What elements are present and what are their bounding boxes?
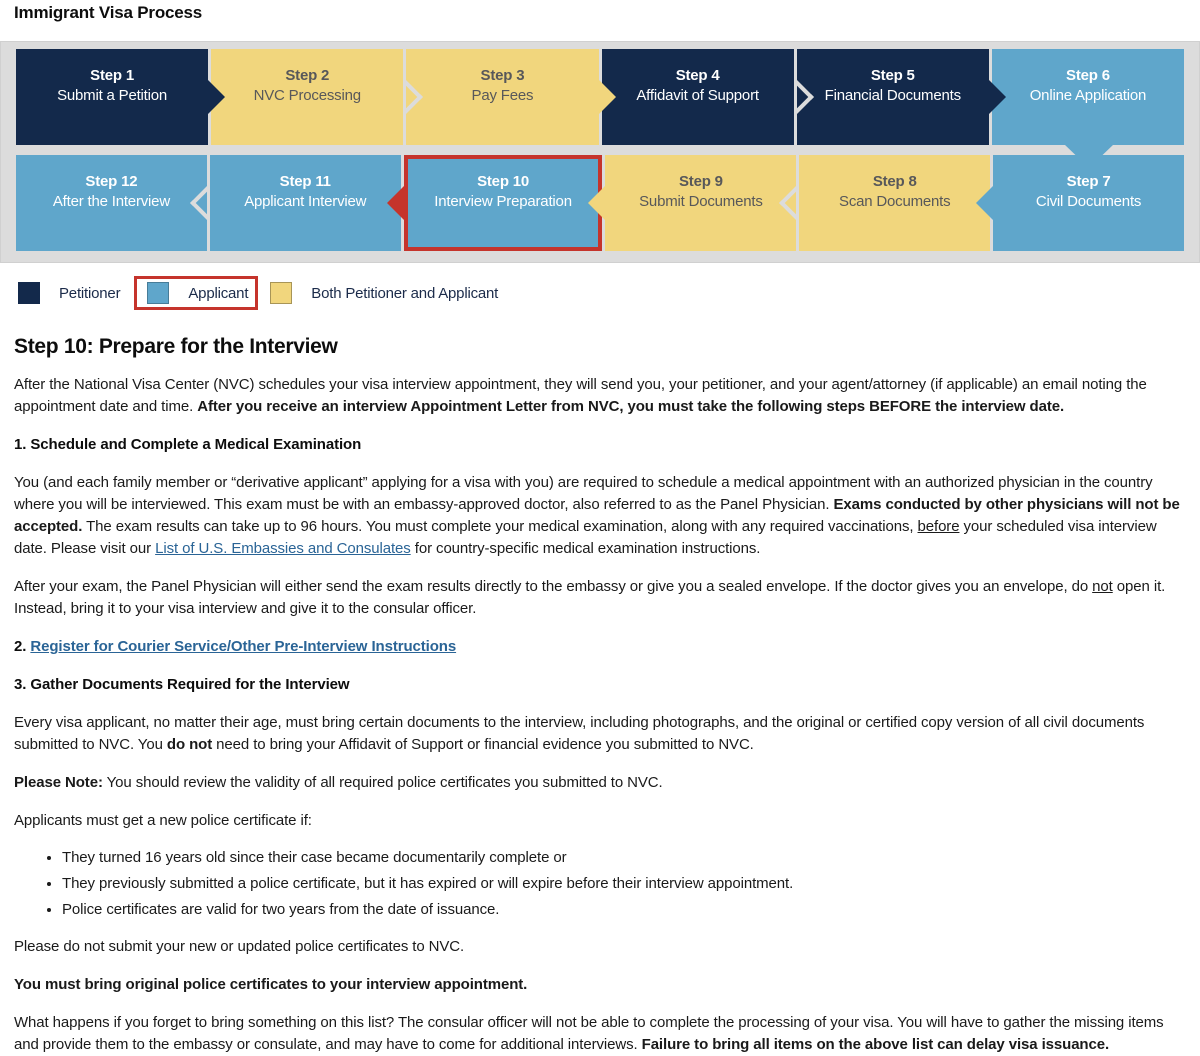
step-label: Pay Fees (471, 87, 534, 104)
step-number: Step 12 (85, 173, 138, 190)
legend (18, 276, 1186, 310)
legend-swatch-petitioner (18, 282, 40, 304)
bullet-item: • Police certificates are valid for two years from the date of issuance. (62, 899, 1186, 920)
text-segment: The exam results can take up to 96 hours. You must complete your medical examination, along with any required vaccinations, (82, 518, 918, 535)
step-label: Submit a Petition (57, 87, 168, 104)
paragraph-documents (14, 712, 1186, 756)
step-label: Scan Documents (839, 193, 951, 210)
step-number: Step 8 (872, 173, 917, 190)
legend-swatch-both (270, 282, 292, 304)
step-number: Step 7 (1066, 173, 1111, 190)
text-segment: What happens if you forget to bring something on this list? The consular officer will not be able to complete the processing of your visa. You will have to gather the missing items and provide them to the embassy or consulate, and may have to come for additional interviews. (14, 1014, 1164, 1053)
diagram-step-12[interactable] (16, 155, 207, 251)
text-segment: open it. Instead, bring it to your visa interview and give it to the consular officer. (14, 578, 1166, 617)
text-segment: 2. (14, 638, 31, 655)
step-number: Step 11 (279, 173, 331, 190)
diagram-step-11[interactable] (210, 155, 401, 251)
diagram-step-3[interactable] (406, 49, 598, 145)
legend-label-both: Both Petitioner and Applicant (311, 284, 499, 302)
paragraph-medical-1 (14, 472, 1186, 560)
page-title: Immigrant Visa Process (14, 3, 203, 22)
arrow-right-icon (989, 80, 1006, 114)
heading-medical-exam: 1. Schedule and Complete a Medical Examination (14, 436, 362, 453)
inline-link[interactable]: List of U.S. Embassies and Consulates (155, 540, 411, 557)
step-label: Affidavit of Support (636, 87, 759, 104)
police-certificate-list (14, 847, 1186, 920)
step-number: Step 9 (678, 173, 723, 190)
text-segment: for country-specific medical examination instructions. (410, 540, 761, 557)
step-label: Financial Documents (824, 87, 961, 104)
text-segment: After you receive an interview Appointment Letter from NVC, you must take the following steps BEFORE the interview date. (197, 398, 1065, 415)
arrow-down-icon (1064, 144, 1114, 168)
text-segment: Failure to bring all items on the above list can delay visa issuance. (641, 1036, 1110, 1053)
step-number: Step 6 (1066, 67, 1110, 84)
step-number: Step 2 (285, 67, 330, 84)
step-label: Interview Preparation (434, 193, 572, 210)
heading-gather-documents: 3. Gather Documents Required for the Interview (14, 676, 350, 693)
step-label: Applicant Interview (244, 193, 367, 210)
legend-swatch-applicant (147, 282, 169, 304)
paragraph-do-not-submit: Please do not submit your new or updated police certificates to NVC. (14, 938, 465, 955)
text-segment: not (1092, 578, 1113, 595)
text-segment: You (and each family member or “derivative applicant” applying for a visa with you) are required to schedule a medical appointment with an authorized physician in the country where you will be interviewed. This exam must be with an embassy-approved doctor, also referred to as the Panel Physician. (14, 474, 1153, 513)
diagram-step-7[interactable] (993, 155, 1184, 251)
legend-label-applicant: Applicant (188, 284, 249, 302)
heading-courier-link (14, 636, 1186, 658)
diagram-step-1[interactable] (16, 49, 208, 145)
section-title-step-10: Step 10: Prepare for the Interview (14, 335, 338, 358)
diagram-row-bottom (16, 155, 1184, 251)
step-number: Step 1 (90, 67, 134, 84)
step-label: Online Application (1029, 87, 1147, 104)
diagram-step-4[interactable] (602, 49, 794, 145)
paragraph-please-note (14, 772, 1186, 794)
step-label: Civil Documents (1035, 193, 1142, 210)
paragraph-new-certificate: Applicants must get a new police certificate if: (14, 812, 312, 829)
step-label: After the Interview (52, 193, 170, 210)
arrow-left-icon (387, 186, 404, 220)
text-segment: You should review the validity of all required police certificates you submitted to NVC. (102, 774, 663, 791)
inline-link[interactable]: Register for Courier Service/Other Pre-Interview Instructions (30, 638, 457, 655)
text-segment: Every visa applicant, no matter their age, must bring certain documents to the interview, including photographs, and the original or certified copy version of all civil documents submitted to NVC. You (14, 714, 1145, 753)
step-number: Step 3 (480, 67, 525, 84)
article-content (0, 336, 1200, 1056)
bullet-item: • They previously submitted a police certificate, but it has expired or will expire before their interview appointment. (62, 873, 1186, 894)
paragraph-forget-items (14, 1012, 1186, 1056)
paragraph-medical-2 (14, 576, 1186, 620)
diagram-step-10[interactable] (404, 155, 603, 251)
diagram-row-top (16, 49, 1184, 145)
diagram-step-8[interactable] (799, 155, 990, 251)
text-segment: Please Note: (14, 774, 103, 791)
text-segment: After the National Visa Center (NVC) schedules your visa interview appointment, they will send you, your petitioner, and your agent/attorney (if applicable) an email noting the appointment date and time. (14, 376, 1147, 415)
arrow-right-icon (208, 80, 225, 114)
diagram-step-5[interactable] (797, 49, 989, 145)
arrow-left-icon (976, 186, 993, 220)
process-diagram (0, 41, 1200, 263)
step-number: Step 10 (477, 173, 530, 190)
legend-label-petitioner: Petitioner (59, 284, 121, 302)
annotation-box-applicant (134, 276, 258, 310)
text-segment: your scheduled visa interview date. Please visit our (14, 518, 1157, 557)
diagram-step-6[interactable] (992, 49, 1184, 145)
diagram-step-9[interactable] (605, 155, 796, 251)
step-number: Step 4 (675, 67, 720, 84)
text-segment: need to bring your Affidavit of Support or financial evidence you submitted to NVC. (212, 736, 754, 753)
arrow-left-icon (588, 186, 605, 220)
bullet-item: • They turned 16 years old since their case became documentarily complete or (62, 847, 1186, 868)
text-segment: Exams conducted by other physicians will not be accepted. (14, 496, 1180, 535)
paragraph-bring-originals: You must bring original police certificates to your interview appointment. (14, 976, 528, 993)
text-segment: After your exam, the Panel Physician will either send the exam results directly to the embassy or give you a sealed envelope. If the doctor gives you an envelope, do (14, 578, 1093, 595)
text-segment: do not (166, 736, 213, 753)
diagram-step-2[interactable] (211, 49, 403, 145)
arrow-right-icon (599, 80, 616, 114)
paragraph-intro (14, 374, 1186, 418)
step-label: NVC Processing (253, 87, 361, 104)
step-label: Submit Documents (639, 193, 763, 210)
step-number: Step 5 (870, 67, 915, 84)
text-segment: before (917, 518, 960, 535)
